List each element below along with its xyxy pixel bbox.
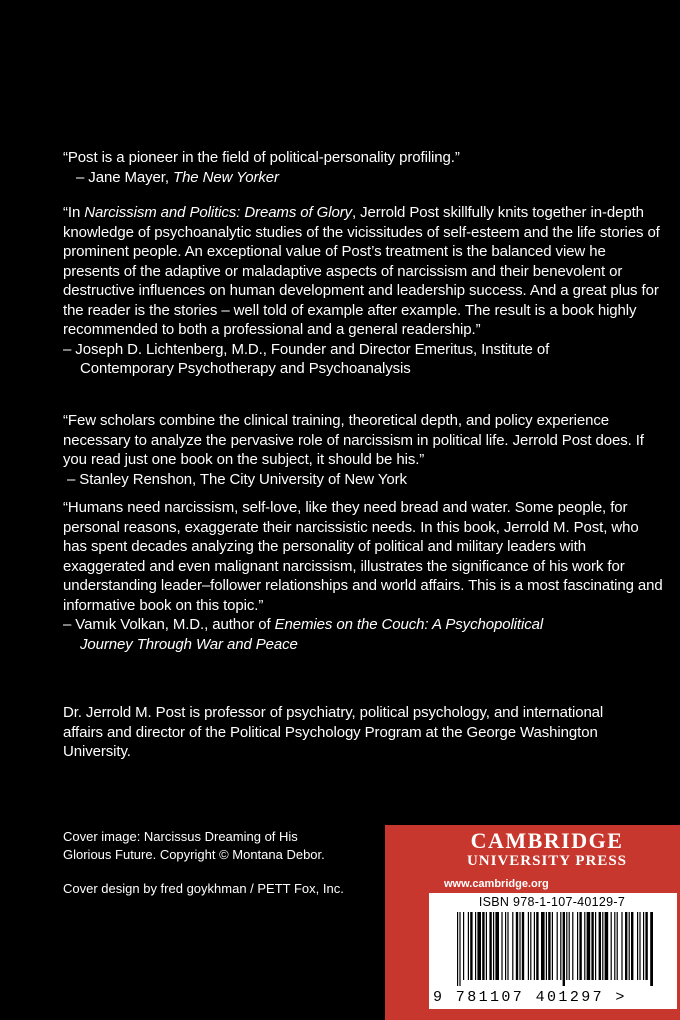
- barcode-bar: [477, 912, 481, 980]
- barcode-bar: [621, 912, 622, 980]
- barcode-panel: [429, 893, 677, 1009]
- quote-attribution: – Vamık Volkan, M.D., author of Enemies on the Couch: A Psychopolitical: [63, 616, 544, 633]
- barcode-bar: [470, 912, 472, 980]
- barcode-bar: [639, 912, 640, 980]
- barcode-bar: [572, 912, 573, 980]
- barcode-bar: [486, 912, 487, 980]
- barcode-bar: [552, 912, 553, 980]
- barcode-bar: [522, 912, 524, 980]
- barcode-bar: [501, 912, 502, 980]
- quote-text: “Post is a pioneer in the field of political-personality profiling.”: [63, 149, 460, 166]
- barcode-bar: [475, 912, 476, 980]
- barcode-bar: [602, 912, 603, 980]
- barcode-bar: [557, 912, 558, 980]
- barcode-bar: [605, 912, 609, 980]
- quote-text: “Few scholars combine the clinical training, theoretical depth, and policy experience necessary to analyze the pervasive role of narcissism in political life. Jerrold Post does. If you read just one book on the subject, it should be his.”: [63, 412, 644, 468]
- barcode-bar: [505, 912, 506, 980]
- barcode-bar: [519, 912, 520, 980]
- barcode-bar: [489, 912, 491, 980]
- barcode-bar: [530, 912, 531, 980]
- barcode-bar: [459, 912, 460, 986]
- quote-attribution: – Jane Mayer, The New Yorker: [76, 168, 279, 186]
- barcode-bar: [595, 912, 596, 980]
- barcode-bar: [631, 912, 633, 980]
- barcode-bar: [625, 912, 627, 980]
- barcode-digits: 9 781107 401297 >: [433, 989, 627, 1006]
- barcode-bar: [579, 912, 581, 980]
- barcode-bar: [614, 912, 615, 980]
- barcode-bar: [650, 912, 653, 986]
- quote-lichtenberg: [63, 203, 663, 379]
- barcode-bar: [637, 912, 638, 980]
- cover-image-credit: Cover image: Narcissus Dreaming of His Glorious Future. Copyright © Montana Debor.: [63, 829, 325, 862]
- quote-attribution: – Joseph D. Lichtenberg, M.D., Founder and Director Emeritus, Institute of: [63, 340, 550, 358]
- cover-design-credit: Cover design by fred goykhman / PETT Fox, Inc.: [63, 881, 344, 896]
- barcode-bar: [566, 912, 567, 980]
- barcode-bar: [463, 912, 464, 980]
- barcode-bar: [617, 912, 618, 980]
- quote-attribution: – Stanley Renshon, The City University of New York: [67, 470, 407, 488]
- book-title: Journey Through War and Peace: [80, 635, 298, 653]
- barcode-bar: [611, 912, 612, 980]
- barcode-bar: [493, 912, 494, 980]
- quote-text: “Humans need narcissism, self-love, like they need bread and water. Some people, for personal reasons, exaggerate their narcissistic needs. In this book, Jerrold M. Post, who has spent decades analyzing the personality of political and military leaders with exaggerated and even malignant narcissism, illustrates the significance of his work for understanding leader–follower relationships and world affairs. This is a most fascinating and informative book on this topic.”: [63, 499, 663, 614]
- publisher-url: www.cambridge.org: [444, 878, 549, 890]
- barcode-bar: [516, 912, 518, 980]
- barcode-bar: [457, 912, 458, 986]
- barcode-bar: [534, 912, 535, 980]
- book-title: Narcissism and Politics: Dreams of Glory: [84, 204, 353, 221]
- barcode-bar: [548, 912, 550, 980]
- barcode-bar: [495, 912, 499, 980]
- barcode-bar: [587, 912, 591, 980]
- barcode-bar: [507, 912, 508, 980]
- barcode-bar: [512, 912, 513, 980]
- barcode-bar: [482, 912, 484, 980]
- publisher-logo: CAMBRIDGE UNIVERSITY PRESS: [466, 828, 628, 869]
- quote-mayer: [63, 148, 663, 187]
- barcode-bar: [546, 912, 547, 980]
- author-bio: Dr. Jerrold M. Post is professor of psychiatry, political psychology, and international affairs and director of the Political Psychology Program at the George Washington University.: [63, 704, 604, 760]
- barcode-bar: [577, 912, 578, 980]
- publication-title: The New Yorker: [173, 168, 279, 186]
- barcode-bar: [599, 912, 601, 980]
- barcode-bar: [629, 912, 630, 980]
- barcode-bar: [643, 912, 644, 980]
- quote-renshon: [63, 411, 663, 489]
- barcode-bar: [560, 912, 561, 980]
- quote-attribution-cont: [63, 635, 663, 655]
- quote-attribution-cont: Contemporary Psychotherapy and Psychoanalysis: [80, 360, 411, 377]
- publisher-box: [385, 825, 680, 1020]
- isbn-label: ISBN 978-1-107-40129-7: [478, 895, 626, 909]
- quote-text: “In Narcissism and Politics: Dreams of Glory, Jerrold Post skillfully knits together in-depth knowledge of psychoanalytic studies of the vicissitudes of self-esteem and the life stories of prominent people. An exceptional value of Post’s treatment is the balanced view he presents of the adaptive or maladaptive aspects of narcissism and their benevolent or destructive influences on human development and leadership success. And a great plus for the reader is the stories – well told of example after example. The result is a book highly recommended to both a professional and a general readership.”: [63, 204, 660, 338]
- barcode-bar: [528, 912, 529, 980]
- barcode-bar: [584, 912, 585, 980]
- barcode-bar: [541, 912, 545, 980]
- barcode-bar: [569, 912, 570, 980]
- barcode-bar: [468, 912, 469, 980]
- barcode-icon: [457, 912, 653, 986]
- book-title: Enemies on the Couch: A Psychopolitical: [274, 616, 544, 633]
- barcode-bar: [591, 912, 593, 980]
- barcode-bar: [563, 912, 565, 986]
- quote-volkan: [63, 498, 663, 654]
- barcode-bar: [645, 912, 647, 980]
- barcode-bar: [536, 912, 538, 980]
